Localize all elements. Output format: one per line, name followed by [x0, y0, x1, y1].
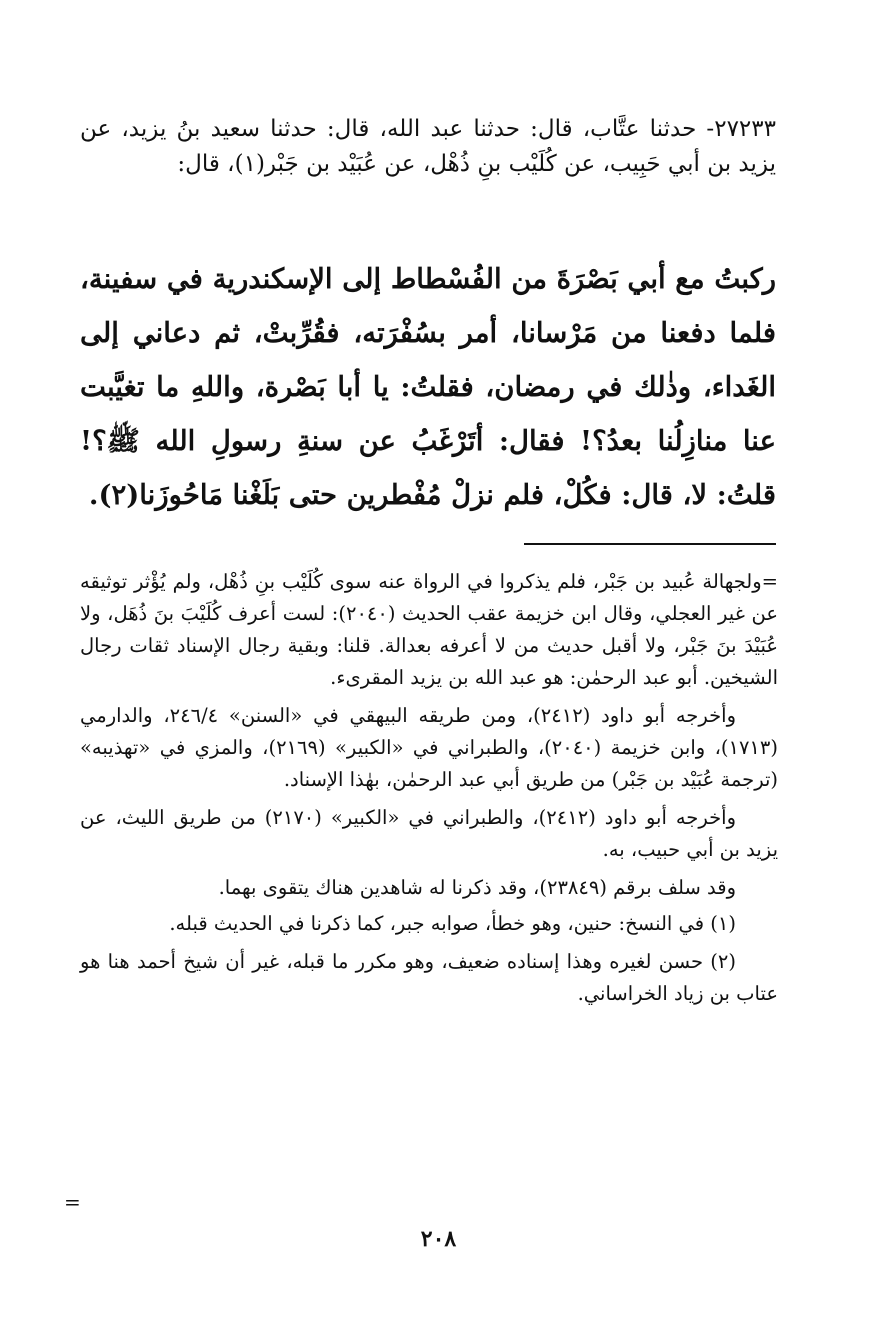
footnote-takhrij-1: وأخرجه أبو داود (٢٤١٢)، ومن طريقه البيهقي في «السنن» ٢٤٦/٤، والدارمي (١٧١٣)، وابن خزيمة (٢٠٤٠)، والطبراني في «الكبير» (٢١٦٩)، والمزي في «تهذيبه» (ترجمة عُبَيْد بن جَبْر) من طريق أبي عبد الرحمٰن، بهٰذا الإسناد.: [80, 704, 778, 791]
footnotes: [80, 566, 778, 1016]
footnote-takhrij-2: وأخرجه أبو داود (٢٤١٢)، والطبراني في «الكبير» (٢١٧٠) من طريق الليث، عن يزيد بن أبي حبيب، به.: [80, 806, 778, 861]
hadith-isnad: ٢٧٢٣٣- حدثنا عتَّاب، قال: حدثنا عبد الله، قال: حدثنا سعيد بنُ يزيد، عن يزيد بن أبي حَبِيب، عن كُلَيْب بنِ ذُهْل، عن عُبَيْد بن جَبْر(١)، قال:: [80, 116, 776, 177]
footnote-2: (٢) حسن لغيره وهذا إسناده ضعيف، وهو مكرر ما قبله، غير أن شيخ أحمد هنا هو عتاب بن زياد الخراساني.: [80, 950, 778, 1005]
hadith-matn: ركبتُ مع أبي بَصْرَةَ من الفُسْطاط إلى الإسكندرية في سفينة، فلما دفعنا من مَرْسانا، أمر بسُفْرَته، فقُرِّبتْ، ثم دعاني إلى الغَداء، وذٰلك في رمضان، فقلتُ: يا أبا بَصْرة، واللهِ ما تغيَّبت عنا منازِلُنا بعدُ؟! فقال: أتَرْغَبُ عن سنةِ رسولِ الله ﷺ؟! قلتُ: لا، قال: فكُلْ، فلم نزلْ مُفْطرين حتى بَلَغْنا مَاحُوزَنا(٢).: [80, 263, 777, 511]
page-number: ٢٠٨: [420, 1226, 457, 1252]
footnote-continuation: =ولجهالة عُبيد بن جَبْر، فلم يذكروا في الرواة عنه سوى كُلَيْب بنِ ذُهْل، ولم يُؤْثر توثيقه عن غير العجلي، وقال ابن خزيمة عقب الحديث (٢٠٤٠): لست أعرف كُلَيْبَ بنَ ذُهَل، ولا عُبَيْدَ بنَ جَبْر، ولا أقبل حديث من لا أعرفه بعدالة. قلنا: وبقية رجال الإسناد ثقات رجال الشيخين. أبو عبد الرحمٰن: هو عبد الله بن يزيد المقرىء.: [80, 570, 778, 689]
footnote-separator: [524, 543, 776, 545]
footnote-cross-reference: وقد سلف برقم (٢٣٨٤٩)، وقد ذكرنا له شاهدين هناك يتقوى بهما.: [218, 876, 736, 899]
footnote-1: (١) في النسخ: حنين، وهو خطأ، صوابه جبر، كما ذكرنا في الحديث قبله.: [169, 912, 736, 935]
continuation-mark: =: [64, 1190, 81, 1214]
